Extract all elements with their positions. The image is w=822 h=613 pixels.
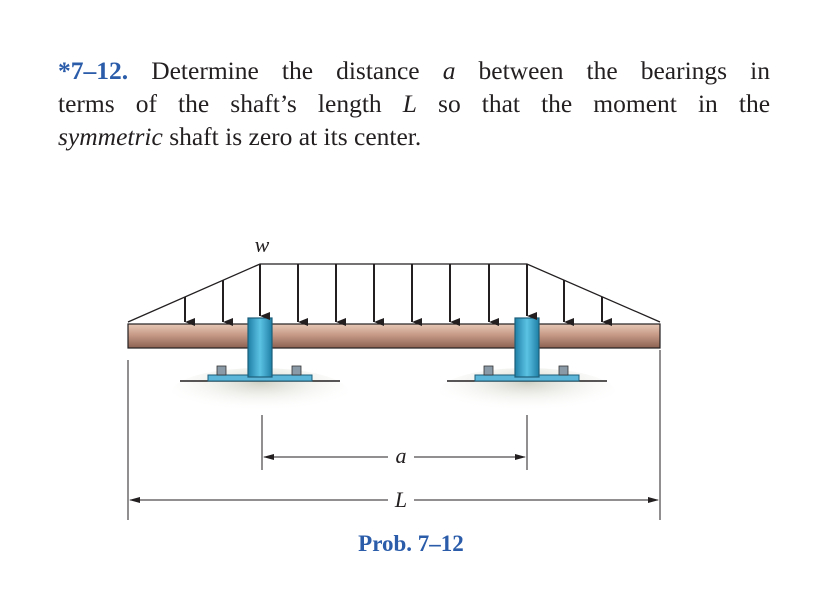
- text-segment: shaft is zero at its center.: [169, 122, 422, 151]
- shaft: [128, 324, 660, 348]
- load-arrows: [185, 264, 602, 322]
- load-label-w: w: [254, 232, 270, 257]
- bearing-left: [248, 318, 272, 377]
- variable-a: a: [442, 56, 456, 85]
- dimension-a-label: a: [395, 443, 407, 468]
- text-segment: Determine the distance: [151, 56, 420, 85]
- figure-caption: Prob. 7–12: [358, 531, 464, 556]
- variable-L: L: [402, 89, 417, 118]
- bearing-right: [515, 318, 539, 377]
- text-segment: between the bearings in: [478, 56, 771, 85]
- italic-word: symmetric: [58, 122, 163, 151]
- dimension-a: [262, 415, 527, 470]
- problem-number: *7–12.: [58, 56, 129, 85]
- text-segment: so that the moment in the: [438, 89, 771, 118]
- dimension-L-label: L: [394, 487, 408, 512]
- load-outline: [128, 264, 660, 322]
- text-segment: terms of the shaft’s length: [58, 89, 382, 118]
